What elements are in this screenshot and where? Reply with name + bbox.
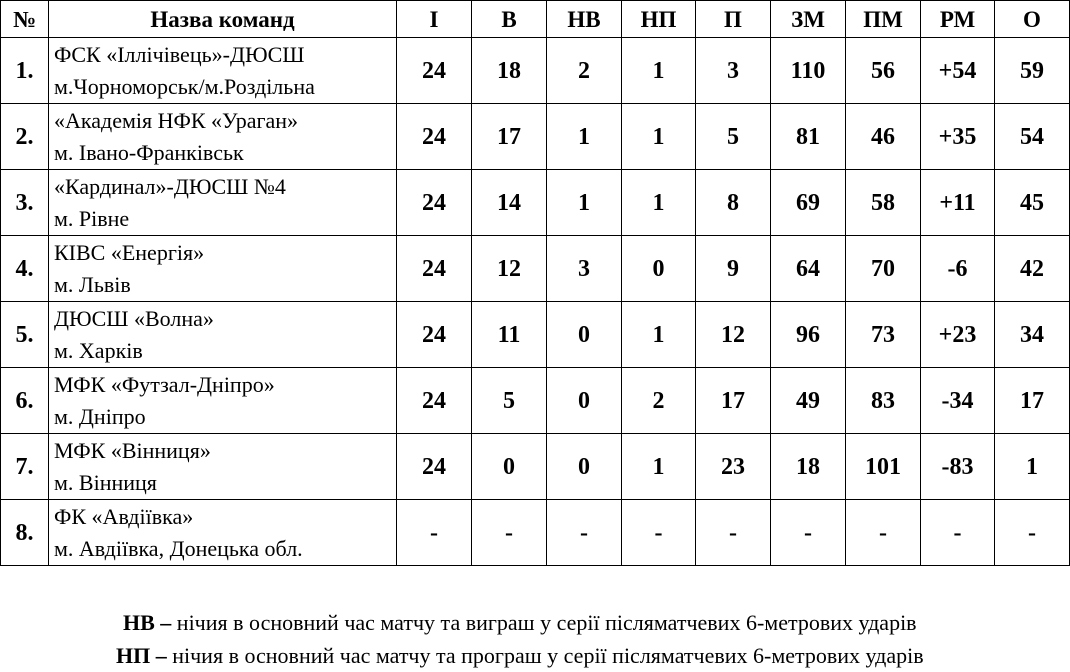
cell-goals-conceded: 58: [846, 170, 921, 236]
team-name: «Академія НФК «Ураган»: [54, 107, 299, 133]
cell-draw-loss: 0: [622, 236, 696, 302]
legend-line-draw-loss: [116, 643, 1070, 669]
team-name: ФСК «Іллічівець»-ДЮСШ: [54, 41, 305, 67]
header-goals-conceded: ПМ: [846, 1, 921, 38]
cell-losses: 8: [696, 170, 771, 236]
team-name: ФК «Авдіївка»: [54, 503, 194, 529]
row-number: 2.: [1, 104, 49, 170]
cell-points: 59: [995, 38, 1070, 104]
cell-points: -: [995, 500, 1070, 566]
cell-games: 24: [397, 104, 472, 170]
cell-goal-difference: +54: [921, 38, 995, 104]
team-cell: [49, 38, 397, 104]
cell-goal-difference: -: [921, 500, 995, 566]
cell-goal-difference: +11: [921, 170, 995, 236]
header-number: №: [1, 1, 49, 38]
header-goals-scored: ЗМ: [771, 1, 846, 38]
cell-goals-conceded: 101: [846, 434, 921, 500]
legend-text: нічия в основний час матчу та виграш у серії післяматчевих 6-метрових ударів: [171, 610, 917, 635]
cell-losses: 23: [696, 434, 771, 500]
cell-wins: 0: [472, 434, 547, 500]
cell-wins: -: [472, 500, 547, 566]
header-draw-loss: НП: [622, 1, 696, 38]
cell-points: 1: [995, 434, 1070, 500]
header-row: [1, 1, 1070, 38]
cell-goals-scored: 110: [771, 38, 846, 104]
team-cell: [49, 368, 397, 434]
cell-draw-loss: -: [622, 500, 696, 566]
row-number: 6.: [1, 368, 49, 434]
team-cell: [49, 104, 397, 170]
cell-draw-win: 3: [547, 236, 622, 302]
table-header: [1, 1, 1070, 38]
cell-goal-difference: +35: [921, 104, 995, 170]
cell-goals-scored: 49: [771, 368, 846, 434]
cell-wins: 18: [472, 38, 547, 104]
table-row: [1, 38, 1070, 104]
header-draw-win: НВ: [547, 1, 622, 38]
cell-goal-difference: +23: [921, 302, 995, 368]
row-number: 5.: [1, 302, 49, 368]
cell-points: 42: [995, 236, 1070, 302]
table-body: [1, 38, 1070, 566]
team-city: м. Авдіївка, Донецька обл.: [54, 535, 303, 561]
cell-losses: 12: [696, 302, 771, 368]
row-number: 1.: [1, 38, 49, 104]
cell-goals-scored: 69: [771, 170, 846, 236]
cell-draw-win: 2: [547, 38, 622, 104]
cell-wins: 14: [472, 170, 547, 236]
team-city: м. Рівне: [54, 205, 130, 231]
cell-goals-conceded: 83: [846, 368, 921, 434]
cell-draw-win: 1: [547, 104, 622, 170]
header-goal-difference: РМ: [921, 1, 995, 38]
cell-draw-loss: 2: [622, 368, 696, 434]
header-team-name: Назва команд: [49, 1, 397, 38]
cell-draw-win: 0: [547, 368, 622, 434]
cell-goals-conceded: -: [846, 500, 921, 566]
team-cell: [49, 500, 397, 566]
cell-losses: 17: [696, 368, 771, 434]
cell-goal-difference: -6: [921, 236, 995, 302]
cell-games: 24: [397, 434, 472, 500]
cell-points: 45: [995, 170, 1070, 236]
cell-games: -: [397, 500, 472, 566]
legend-text: нічия в основний час матчу та програш у серії післяматчевих 6-метрових ударів: [166, 643, 924, 668]
team-cell: [49, 302, 397, 368]
cell-wins: 5: [472, 368, 547, 434]
legend-abbr: НП –: [116, 643, 167, 668]
cell-games: 24: [397, 302, 472, 368]
cell-draw-loss: 1: [622, 434, 696, 500]
cell-draw-loss: 1: [622, 104, 696, 170]
team-city: м. Харків: [54, 337, 143, 363]
cell-draw-win: 1: [547, 170, 622, 236]
cell-goals-scored: 64: [771, 236, 846, 302]
team-cell: [49, 170, 397, 236]
team-name: МФК «Футзал-Дніпро»: [54, 371, 275, 397]
cell-losses: 5: [696, 104, 771, 170]
row-number: 8.: [1, 500, 49, 566]
header-losses: П: [696, 1, 771, 38]
row-number: 4.: [1, 236, 49, 302]
table-row: [1, 236, 1070, 302]
cell-draw-loss: 1: [622, 38, 696, 104]
team-city: м. Івано-Франківськ: [54, 139, 244, 165]
cell-points: 34: [995, 302, 1070, 368]
cell-wins: 12: [472, 236, 547, 302]
cell-wins: 17: [472, 104, 547, 170]
cell-games: 24: [397, 170, 472, 236]
cell-games: 24: [397, 368, 472, 434]
legend-abbr: НВ –: [123, 610, 172, 635]
cell-draw-win: -: [547, 500, 622, 566]
team-name: ДЮСШ «Волна»: [54, 305, 214, 331]
cell-points: 17: [995, 368, 1070, 434]
cell-draw-loss: 1: [622, 302, 696, 368]
cell-goals-conceded: 46: [846, 104, 921, 170]
cell-goals-scored: 96: [771, 302, 846, 368]
table-row: [1, 368, 1070, 434]
cell-draw-win: 0: [547, 302, 622, 368]
team-city: м. Львів: [54, 271, 131, 297]
cell-draw-loss: 1: [622, 170, 696, 236]
cell-wins: 11: [472, 302, 547, 368]
team-city: м. Дніпро: [54, 403, 146, 429]
cell-goals-scored: 81: [771, 104, 846, 170]
team-name: «Кардинал»-ДЮСШ №4: [54, 173, 286, 199]
cell-points: 54: [995, 104, 1070, 170]
table-row: [1, 500, 1070, 566]
team-city: м.Чорноморськ/м.Роздільна: [54, 73, 315, 99]
cell-goal-difference: -83: [921, 434, 995, 500]
table-row: [1, 302, 1070, 368]
header-games: І: [397, 1, 472, 38]
legend-line-draw-win: [123, 610, 1070, 636]
cell-goal-difference: -34: [921, 368, 995, 434]
table-row: [1, 170, 1070, 236]
cell-losses: -: [696, 500, 771, 566]
cell-losses: 3: [696, 38, 771, 104]
team-cell: [49, 236, 397, 302]
cell-goals-conceded: 73: [846, 302, 921, 368]
row-number: 7.: [1, 434, 49, 500]
cell-goals-scored: 18: [771, 434, 846, 500]
cell-goals-scored: -: [771, 500, 846, 566]
cell-draw-win: 0: [547, 434, 622, 500]
team-cell: [49, 434, 397, 500]
team-name: МФК «Вінниця»: [54, 437, 211, 463]
header-wins: В: [472, 1, 547, 38]
row-number: 3.: [1, 170, 49, 236]
table-row: [1, 104, 1070, 170]
cell-losses: 9: [696, 236, 771, 302]
cell-games: 24: [397, 236, 472, 302]
header-points: О: [995, 1, 1070, 38]
team-city: м. Вінниця: [54, 469, 157, 495]
cell-goals-conceded: 56: [846, 38, 921, 104]
cell-goals-conceded: 70: [846, 236, 921, 302]
table-row: [1, 434, 1070, 500]
team-name: КІВС «Енергія»: [54, 239, 205, 265]
cell-games: 24: [397, 38, 472, 104]
